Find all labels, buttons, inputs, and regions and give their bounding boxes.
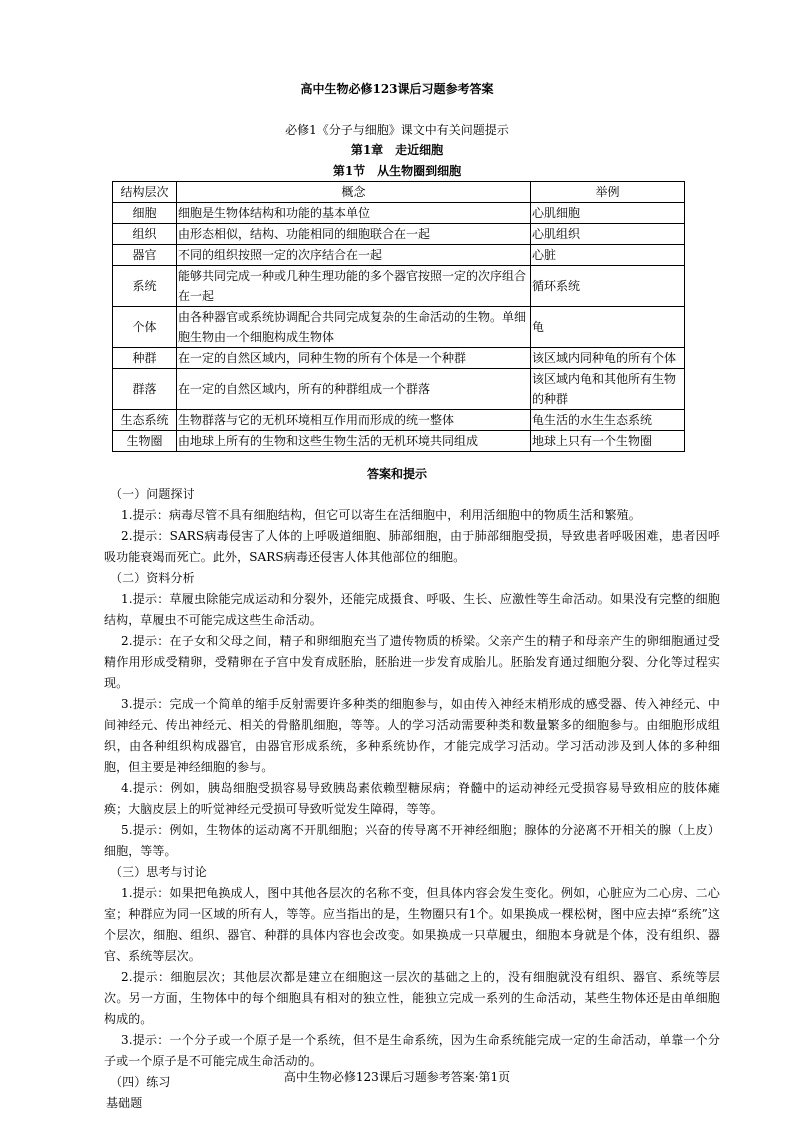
table-row (113, 266, 685, 307)
example-cell: 心肌组织 (531, 224, 685, 245)
concept-cell: 细胞是生物体结构和功能的基本单位 (177, 203, 531, 224)
example-cell: 龟 (531, 307, 685, 348)
level-cell: 器官 (113, 245, 177, 266)
example-cell: 龟生活的水生生态系统 (531, 410, 685, 431)
answer-paragraph: 3.提示：一个分子或一个原子是一个系统，但不是生命系统，因为生命系统能完成一定的生命活动，单靠一个分子或一个原子是不可能完成生命活动的。 (104, 1033, 720, 1068)
answer-paragraph: 2.提示：在子女和父母之间，精子和卵细胞充当了遗传物质的桥梁。父亲产生的精子和母亲产生的卵细胞通过受精作用形成受精卵，受精卵在子宫中发育成胚胎，胚胎进一步发育成胎儿。胚胎发育通过细胞分裂、分化等过程实现。 (104, 634, 720, 690)
table-row (113, 224, 685, 245)
header-example: 举例 (531, 182, 685, 203)
example-cell: 该区域内同种龟的所有个体 (531, 348, 685, 369)
basic-questions-label: 基础题 (106, 1096, 143, 1110)
example-cell: 心肌细胞 (531, 203, 685, 224)
example-cell: 循环系统 (531, 266, 685, 307)
header-concept: 概念 (177, 182, 531, 203)
concept-cell: 由地球上所有的生物和这些生物生活的无机环境共同组成 (177, 431, 531, 452)
concept-cell: 在一定的自然区域内，所有的种群组成一个群落 (177, 369, 531, 410)
answers-body (104, 484, 720, 1114)
answer-paragraph: 4.提示：例如，胰岛细胞受损容易导致胰岛素依赖型糖尿病；脊髓中的运动神经元受损容易导致相应的肢体瘫痪；大脑皮层上的听觉神经元受损可导致听觉发生障碍，等等。 (104, 781, 720, 816)
level-cell: 细胞 (113, 203, 177, 224)
answer-paragraph: 1.提示：如果把龟换成人，图中其他各层次的名称不变，但具体内容会发生变化。例如，心脏应为二心房、二心室；种群应为同一区域的所有人，等等。应当指出的是，生物圈只有1个。如果换成一棵松树，图中应去掉“系统”这个层次，细胞、组织、器官、种群的具体内容也会改变。如果换成一只草履虫，细胞本身就是个体，没有组织、器官、系统等层次。 (104, 886, 720, 963)
header-level: 结构层次 (113, 182, 177, 203)
answers-heading: 答案和提示 (366, 467, 427, 481)
answer-paragraph: 1.提示：草履虫除能完成运动和分裂外，还能完成摄食、呼吸、生长、应激性等生命活动。如果没有完整的细胞结构，草履虫不可能完成这些生命活动。 (104, 592, 720, 627)
example-cell: 该区域内龟和其他所有生物的种群 (531, 369, 685, 410)
level-cell: 种群 (113, 348, 177, 369)
concept-cell: 能够共同完成一种或几种生理功能的多个器官按照一定的次序组合在一起 (177, 266, 531, 307)
document-subtitle: 必修1《分子与细胞》课文中有关问题提示 (285, 123, 509, 137)
table-row (113, 348, 685, 369)
answer-paragraph: 2.提示：细胞层次；其他层次都是建立在细胞这一层次的基础之上的，没有细胞就没有组织、器官、系统等层次。另一方面，生物体中的每个细胞具有相对的独立性，能独立完成一系列的生命活动，某些生物体还是由单细胞构成的。 (104, 970, 720, 1026)
table-header-row (113, 182, 685, 203)
section-heading: 第1节 从生物圈到细胞 (332, 164, 462, 178)
example-cell: 地球上只有一个生物圈 (531, 431, 685, 452)
level-cell: 群落 (113, 369, 177, 410)
concept-cell: 由形态相似，结构、功能相同的细胞联合在一起 (177, 224, 531, 245)
document-title: 高中生物必修123课后习题参考答案 (300, 82, 494, 96)
answer-paragraph: 1.提示：病毒尽管不具有细胞结构，但它可以寄生在活细胞中，利用活细胞中的物质生活和繁殖。 (121, 508, 641, 522)
level-cell: 组织 (113, 224, 177, 245)
thinking-discussion-heading: （三）思考与讨论 (110, 865, 207, 879)
concept-cell: 生物群落与它的无机环境相互作用而形成的统一整体 (177, 410, 531, 431)
page-footer: 高中生物必修123课后习题参考答案·第1页 (283, 1070, 511, 1084)
answer-paragraph: 5.提示：例如，生物体的运动离不开肌细胞；兴奋的传导离不开神经细胞；腺体的分泌离不开相关的腺（上皮）细胞，等等。 (104, 823, 720, 858)
level-cell: 生态系统 (113, 410, 177, 431)
problem-discussion-heading: （一）问题探讨 (110, 487, 195, 501)
table-row (113, 410, 685, 431)
answer-paragraph: 3.提示：完成一个简单的缩手反射需要许多种类的细胞参与，如由传入神经末梢形成的感受器、传入神经元、中间神经元、传出神经元、相关的骨骼肌细胞，等等。人的学习活动需要种类和数量繁多的细胞参与。由细胞形成组织，由各种组织构成器官，由器官形成系统，多种系统协作，才能完成学习活动。学习活动涉及到人体的多种细胞，但主要是神经细胞的参与。 (104, 697, 720, 774)
concept-cell: 在一定的自然区域内，同种生物的所有个体是一个种群 (177, 348, 531, 369)
table-row (113, 245, 685, 266)
data-analysis-heading: （二）资料分析 (110, 571, 195, 585)
answer-paragraph: 2.提示：SARS病毒侵害了人体的上呼吸道细胞、肺部细胞，由于肺部细胞受损，导致患者呼吸困难，患者因呼吸功能衰竭而死亡。此外，SARS病毒还侵害人体其他部位的细胞。 (104, 529, 720, 564)
structure-levels-table (112, 181, 685, 452)
example-cell: 心脏 (531, 245, 685, 266)
table-row (113, 307, 685, 348)
exercise-heading: （四）练习 (110, 1075, 171, 1089)
concept-cell: 由各种器官或系统协调配合共同完成复杂的生命活动的生物。单细胞生物由一个细胞构成生物体 (177, 307, 531, 348)
level-cell: 个体 (113, 307, 177, 348)
table-row (113, 369, 685, 410)
table-row (113, 203, 685, 224)
concept-cell: 不同的组织按照一定的次序结合在一起 (177, 245, 531, 266)
table-row (113, 431, 685, 452)
chapter-heading: 第1章 走近细胞 (350, 143, 444, 157)
level-cell: 系统 (113, 266, 177, 307)
level-cell: 生物圈 (113, 431, 177, 452)
